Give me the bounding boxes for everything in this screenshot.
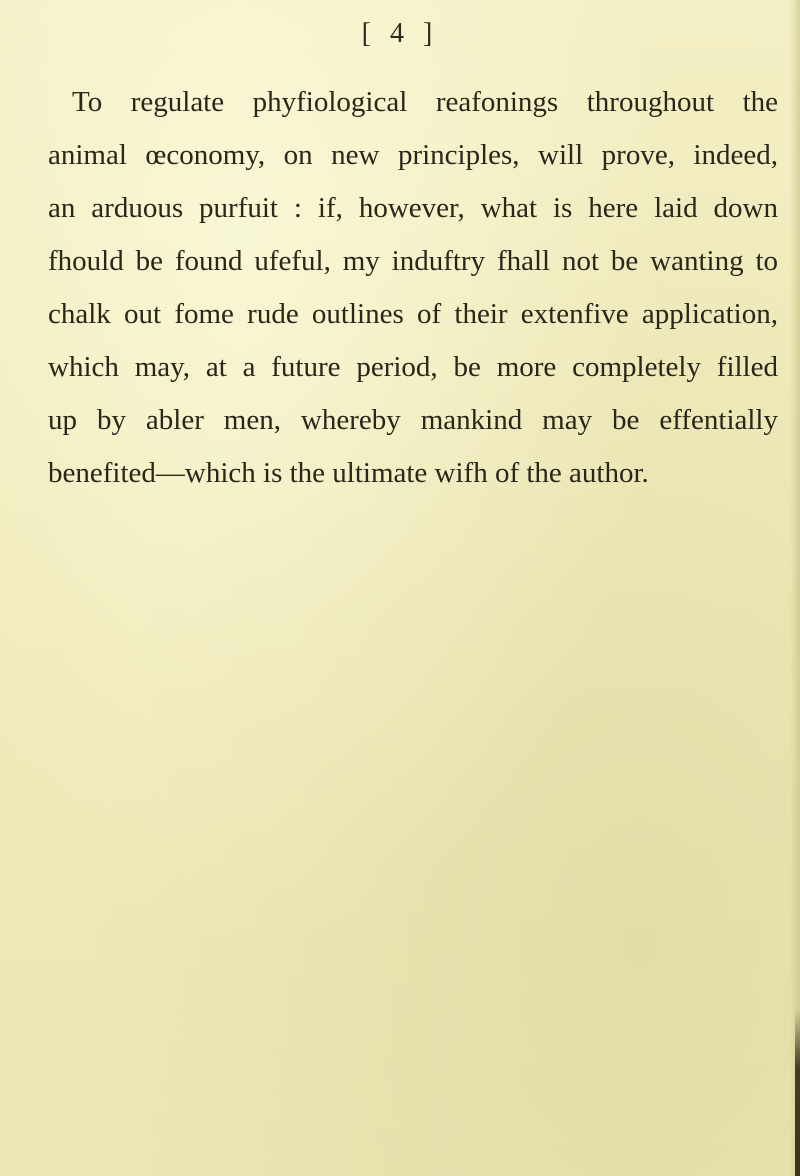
text-line: chalk out fome rude outlines of their extenfive application, — [48, 298, 778, 330]
text-line: which may, at a future period, be more completely filled — [48, 351, 778, 383]
text-line: animal œconomy, on new principles, will prove, indeed, — [48, 139, 778, 171]
text-line: up by abler men, whereby mankind may be effentially — [48, 404, 778, 436]
text-line: an arduous purfuit : if, however, what is here laid down — [48, 192, 778, 224]
text-line: benefited—which is the ultimate wifh of the author. — [48, 457, 649, 489]
page-edge-shadow — [795, 1010, 800, 1176]
page-number: [ 4 ] — [361, 18, 439, 49]
text-line: fhould be found ufeful, my induftry fhall not be wanting to — [48, 245, 778, 277]
paragraph — [48, 76, 778, 500]
text-line: To regulate phyfiological reafonings throughout the — [72, 86, 778, 118]
page-edge — [790, 0, 800, 1176]
